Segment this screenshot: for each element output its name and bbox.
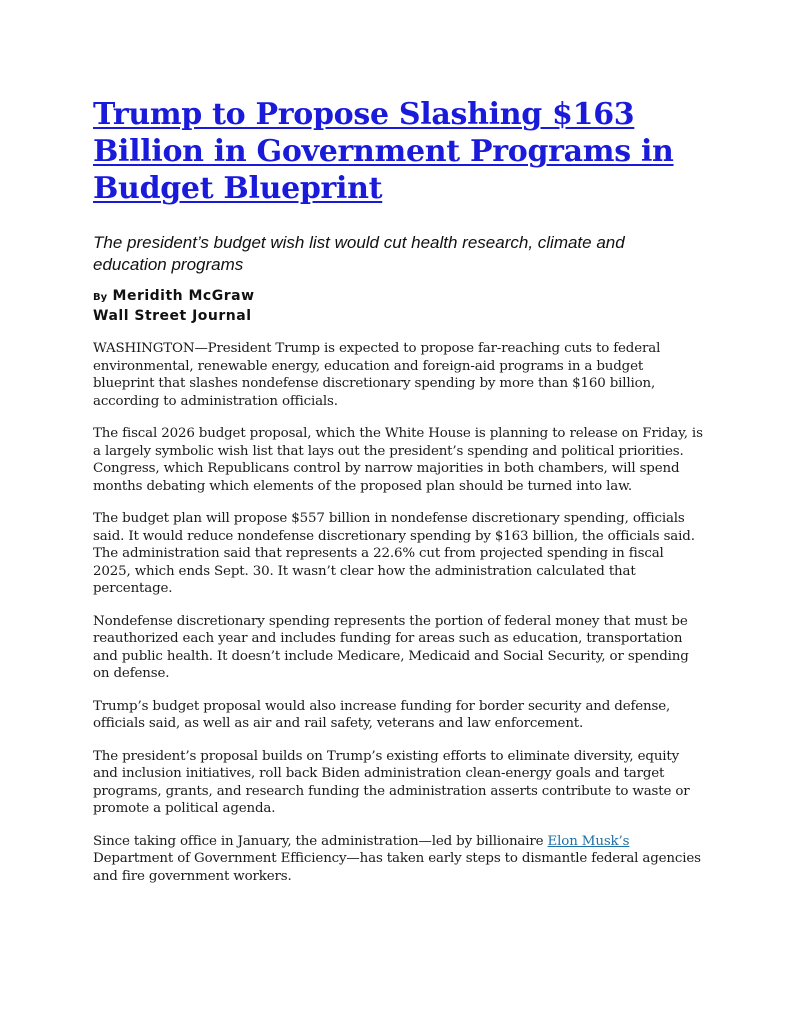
byline-prefix: By [93, 292, 108, 303]
paragraph-text: Since taking office in January, the administration—led by billionaire [93, 833, 548, 849]
byline [93, 287, 703, 325]
byline-author-line [93, 287, 703, 307]
body-paragraph: The budget plan will propose $557 billion in nondefense discretionary spending, officials said. It would reduce nondefense discretionary spending by $163 billion, the officials said. The administration said that represents a 22.6% cut from projected spending in fiscal 2025, which ends Sept. 30. It wasn’t clear how the administration calculated that percentage. [93, 511, 695, 596]
body-paragraph: Nondefense discretionary spending represents the portion of federal money that must be reauthorized each year and includes funding for areas such as education, transportation and public health. It doesn’t include Medicare, Medicaid and Social Security, or spending on defense. [93, 613, 689, 681]
elon-musk-link[interactable]: Elon Musk’s [547, 833, 630, 849]
body-paragraph: WASHINGTON—President Trump is expected to propose far-reaching cuts to federal environmental, renewable energy, education and foreign-aid programs in a budget blueprint that slashes nondefense discretionary spending by more than $160 billion, according to administration officials. [93, 341, 661, 409]
author-name: Meridith McGraw [112, 288, 255, 304]
body-paragraph: The fiscal 2026 budget proposal, which the White House is planning to release on Friday, is a largely symbolic wish list that lays out the president’s spending and political priorities. Congress, which Republicans control by narrow majorities in both chambers, will spend months debating which elements of the proposed plan should be turned into law. [93, 426, 703, 494]
article-body [93, 340, 703, 885]
body-paragraph: Trump’s budget proposal would also increase funding for border security and defense, officials said, as well as air and rail safety, veterans and law enforcement. [93, 698, 671, 731]
paragraph-text: Department of Government Efficiency—has taken early steps to dismantle federal agencies and fire government workers. [93, 851, 701, 884]
body-paragraph-last [93, 833, 703, 886]
publication-name: Wall Street Journal [93, 308, 252, 324]
body-paragraph: The president’s proposal builds on Trump’s existing efforts to eliminate diversity, equity and inclusion initiatives, roll back Biden administration clean-energy goals and target programs, grants, and research funding the administration asserts contribute to waste or promote a political agenda. [93, 748, 690, 816]
headline-link[interactable]: Trump to Propose Slashing $163 Billion in Government Programs in Budget Blueprint [93, 97, 674, 206]
subheadline: The president’s budget wish list would cut health research, climate and education programs [93, 233, 625, 274]
article [93, 96, 703, 900]
headline [93, 96, 703, 207]
